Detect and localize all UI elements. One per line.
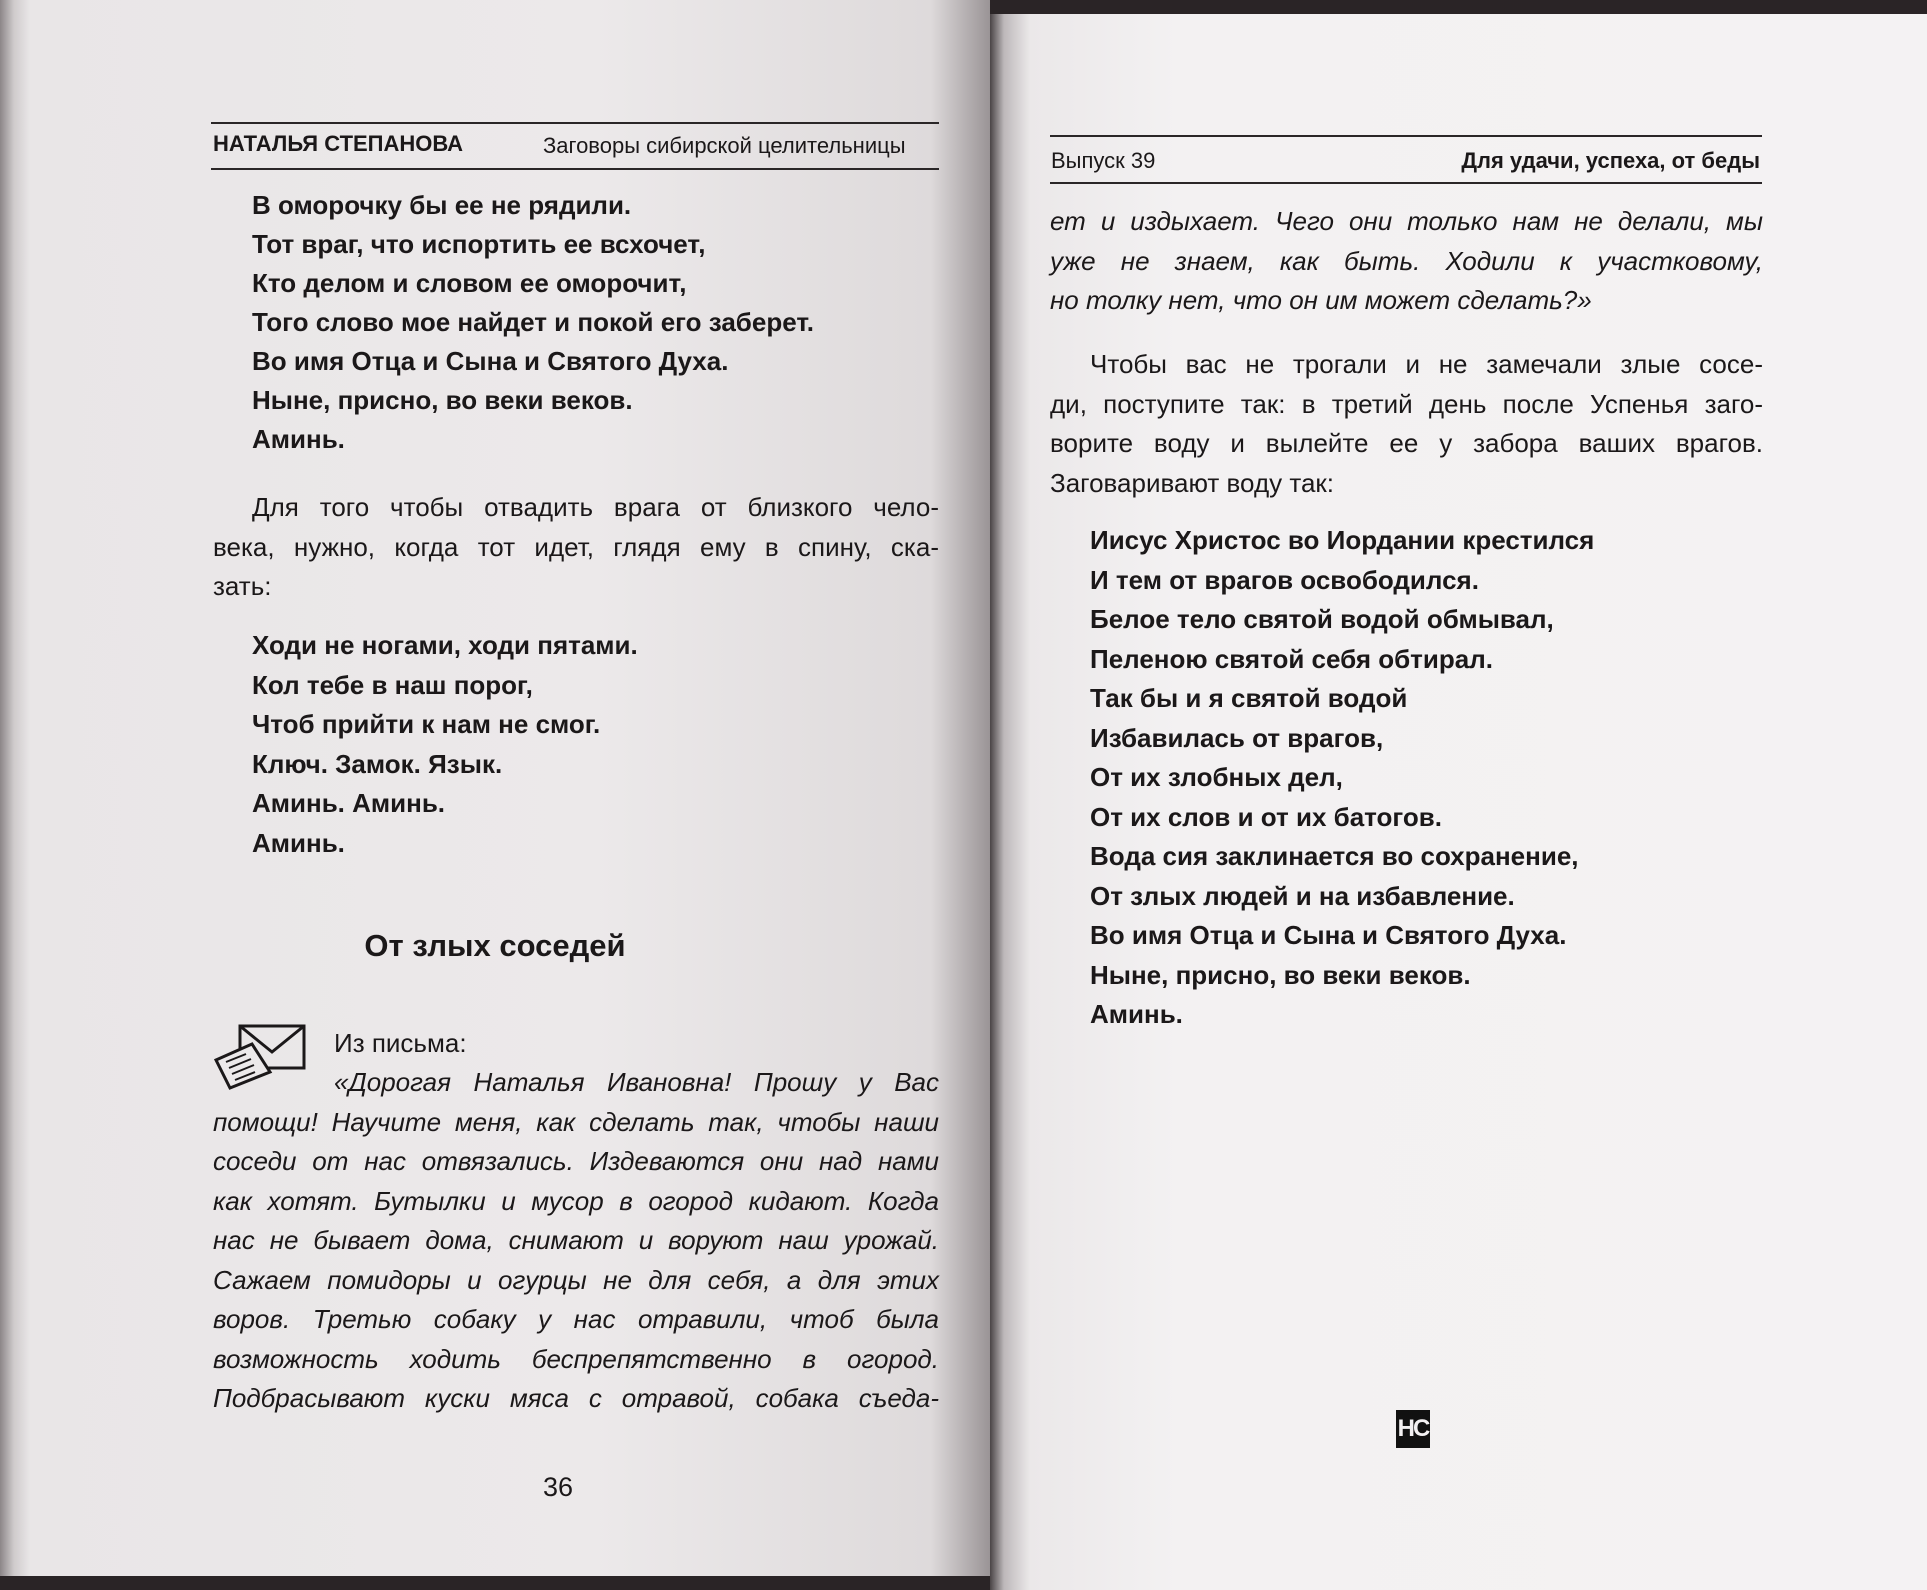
publisher-logo: НС xyxy=(1396,1410,1430,1448)
text-line: Кто делом и словом ее оморочит, xyxy=(252,268,687,298)
header-rule-top xyxy=(1050,135,1762,137)
text-line: «Дорогая Наталья Ивановна! Прошу у Вас xyxy=(334,1067,939,1097)
text-line: Белое тело святой водой обмывал, xyxy=(1090,604,1554,634)
text-line: помощи! Научите меня, как сделать так, чтобы наши xyxy=(213,1106,939,1137)
text-line: Ключ. Замок. Язык. xyxy=(252,748,503,779)
header-rule-bottom xyxy=(1050,182,1762,184)
text-line: ди, поступите так: в третий день после Успенья заго- xyxy=(1050,388,1763,419)
text-line: но толку нет, что он им может сделать?» xyxy=(1050,285,1592,315)
text-line: ет и издыхает. Чего они только нам не делали, мы xyxy=(1050,206,1763,236)
text-line: ворите воду и вылейте ее у забора ваших врагов. xyxy=(1050,428,1763,458)
right-page xyxy=(990,14,1927,1590)
header-rule-bottom xyxy=(211,168,939,170)
text-line: И тем от врагов освободился. xyxy=(1090,564,1479,595)
text-line: Во имя Отца и Сына и Святого Духа. xyxy=(1090,920,1567,950)
running-header-issue: Выпуск 39 xyxy=(1051,148,1156,173)
text-line: Чтобы вас не трогали и не замечали злые сосе- xyxy=(1090,349,1763,379)
text-line: Заговаривают воду так: xyxy=(1050,467,1335,498)
letter-label: Из письма: xyxy=(334,1028,467,1058)
envelope-letter-icon xyxy=(212,1022,312,1092)
text-line: Аминь. Аминь. xyxy=(252,788,446,818)
text-line: От злых людей и на избавление. xyxy=(1090,880,1515,911)
header-rule-top xyxy=(211,122,939,124)
text-line: соседи от нас отвязались. Издеваются они над нами xyxy=(213,1146,939,1176)
text-line: Тот враг, что испортить ее всхочет, xyxy=(252,229,706,259)
text-line: уже не знаем, как быть. Ходили к участковому, xyxy=(1050,245,1763,276)
text-line: Чтоб прийти к нам не смог. xyxy=(252,709,601,739)
text-line: Ныне, присно, во веки веков. xyxy=(252,385,633,415)
text-line: Ныне, присно, во веки веков. xyxy=(1090,959,1471,990)
running-header-author: НАТАЛЬЯ СТЕПАНОВА xyxy=(213,131,464,156)
text-line: Во имя Отца и Сына и Святого Духа. xyxy=(252,346,729,376)
text-line: как хотят. Бутылки и мусор в огород кидают. Когда xyxy=(213,1185,939,1216)
text-line: Пеленою святой себя обтирал. xyxy=(1090,643,1493,674)
text-line: Иисус Христос во Иордании крестился xyxy=(1090,525,1595,555)
text-line: От их злобных дел, xyxy=(1090,762,1343,792)
text-line: Для того чтобы отвадить врага от близкого чело- xyxy=(252,492,939,522)
text-line: В оморочку бы ее не рядили. xyxy=(252,190,632,220)
text-line: зать: xyxy=(213,571,272,601)
text-line: нас не бывает дома, снимают и воруют наш урожай. xyxy=(213,1225,939,1255)
text-line: Вода сия заклинается во сохранение, xyxy=(1090,841,1579,871)
text-line: Подбрасывают куски мяса с отравой, собака съеда- xyxy=(213,1383,939,1413)
text-line: От их слов и от их батогов. xyxy=(1090,801,1443,832)
page-number: 36 xyxy=(543,1472,574,1502)
text-line: Аминь. xyxy=(1090,999,1183,1029)
text-line: Того слово мое найдет и покой его заберет. xyxy=(252,307,814,337)
running-header-title: Заговоры сибирской целительницы xyxy=(543,133,906,158)
text-line: воров. Третью собаку у нас отравили, чтоб была xyxy=(213,1304,939,1334)
text-line: Аминь. xyxy=(252,827,345,858)
running-header-title: Для удачи, успеха, от беды xyxy=(1461,148,1760,173)
text-line: Сажаем помидоры и огурцы не для себя, а для этих xyxy=(213,1264,939,1295)
text-line: Так бы и я святой водой xyxy=(1090,683,1408,713)
text-line: века, нужно, когда тот идет, глядя ему в спину, ска- xyxy=(213,531,939,562)
text-line: Кол тебе в наш порог, xyxy=(252,669,533,700)
text-line: Избавилась от врагов, xyxy=(1090,722,1384,753)
section-heading: От злых соседей xyxy=(364,928,626,963)
text-line: Ходи не ногами, ходи пятами. xyxy=(252,630,638,660)
text-line: возможность ходить беспрепятственно в огород. xyxy=(213,1343,939,1374)
text-line: Аминь. xyxy=(252,424,345,454)
